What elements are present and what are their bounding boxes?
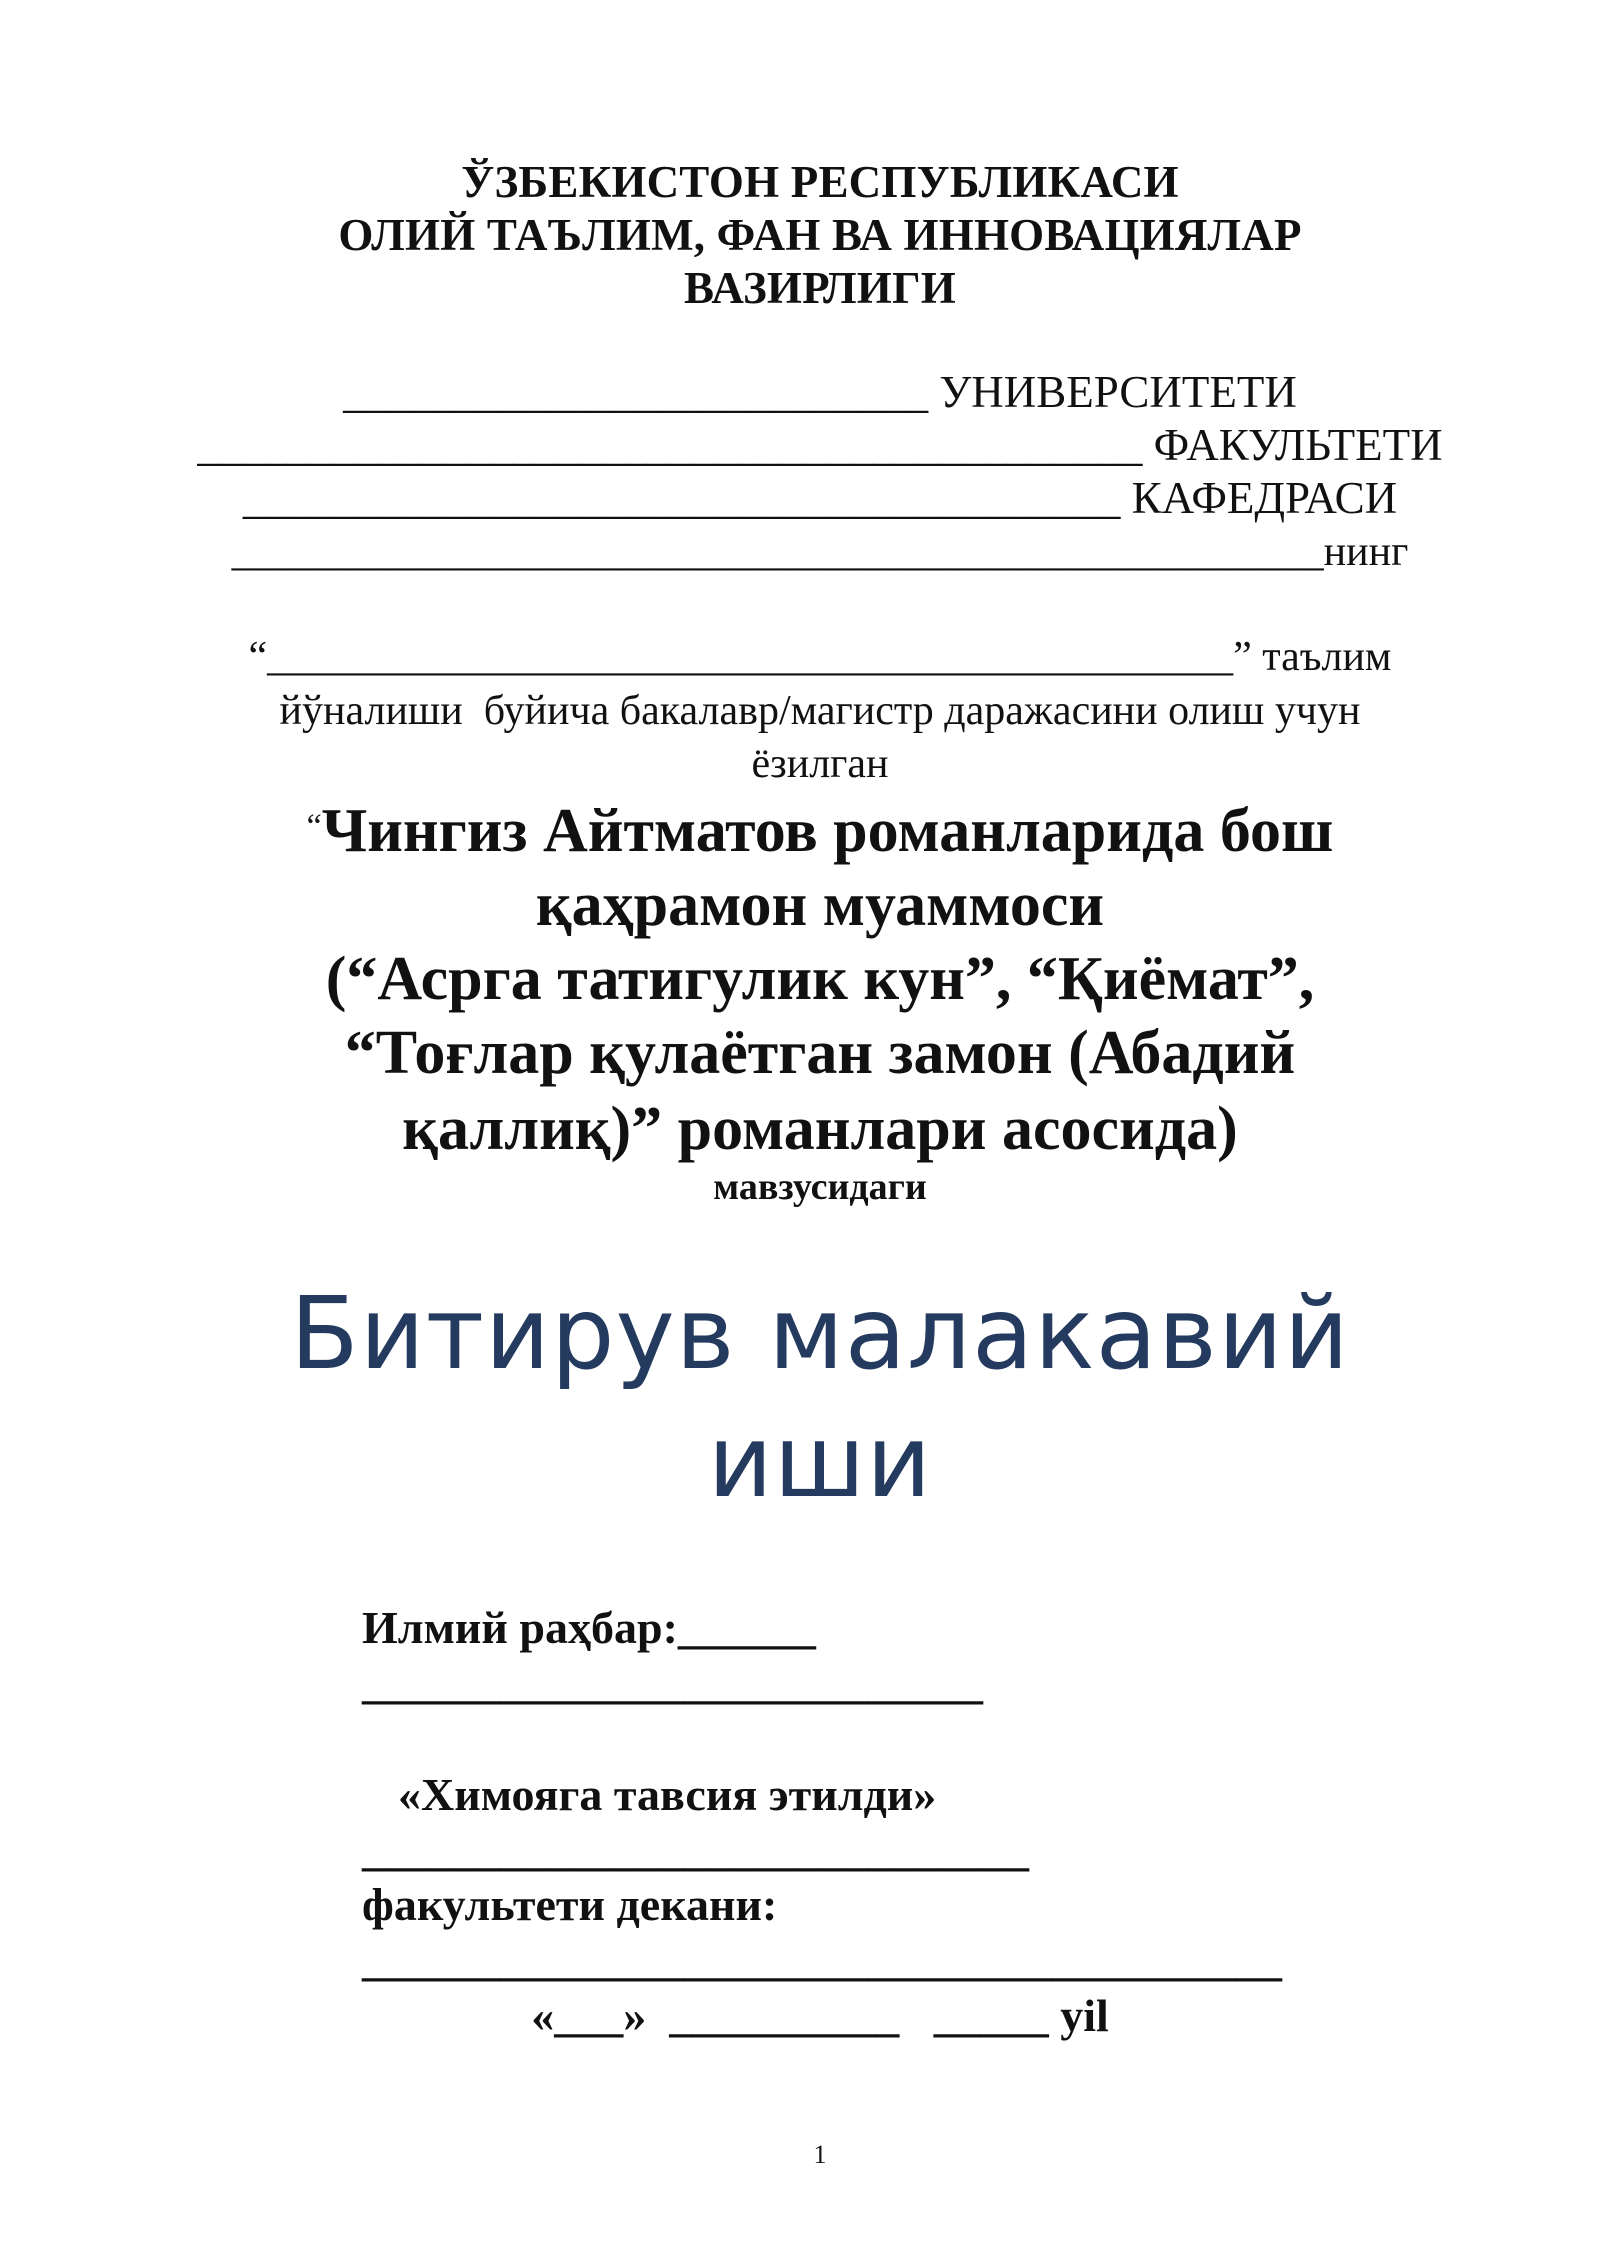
- recommended-label: «Химояга тавсия этилди»: [398, 1769, 937, 1820]
- thesis-title-line-2: қаҳрамон муаммоси: [535, 871, 1105, 939]
- thesis-title-line-4: “Тоғлар қулаётган замон (Абадий: [344, 1019, 1296, 1087]
- dean-label: факультети декани:: [362, 1879, 778, 1930]
- university-line: __________________________ УНИВЕРСИТЕТИ: [343, 367, 1297, 417]
- supervisor-label: Илмий раҳбар:______: [362, 1602, 816, 1653]
- work-type-line-2: иши: [707, 1403, 933, 1520]
- thesis-title-line-1-text: Чингиз Айтматов романларида бош: [321, 797, 1334, 865]
- work-type-line-1: Битирув малакавий: [290, 1275, 1350, 1392]
- ministry-line-2: ОЛИЙ ТАЪЛИМ, ФАН ВА ИННОВАЦИЯЛАР: [338, 210, 1302, 260]
- dean-signature-line: ________________________________________: [362, 1934, 1282, 1985]
- thesis-title-open-quote: “: [306, 808, 322, 845]
- student-line: ____________________________________________________нинг: [231, 529, 1409, 575]
- written-line: ёзилган: [751, 741, 889, 787]
- thesis-title-line-3: (“Асрга татигулик кун”, “Қиёмат”,: [325, 945, 1315, 1013]
- subject-note: мавзусидаги: [713, 1166, 927, 1208]
- ministry-line-3: ВАЗИРЛИГИ: [683, 263, 957, 313]
- faculty-line: __________________________________________ ФАКУЛЬТЕТИ: [197, 420, 1443, 470]
- ministry-line-1: ЎЗБЕКИСТОН РЕСПУБЛИКАСИ: [461, 157, 1179, 207]
- thesis-title-line-1: [0, 797, 1600, 865]
- direction-line: “______________________________________________” таълим: [248, 634, 1392, 680]
- page-number: 1: [813, 2140, 827, 2169]
- recommended-signature-line: _____________________________: [362, 1824, 1029, 1875]
- degree-line: йўналиши буйича бакалавр/магистр даражасини олиш учун: [279, 688, 1361, 734]
- thesis-title-line-5: қаллиқ)” романлари асосида): [402, 1095, 1238, 1163]
- supervisor-signature-line: ___________________________: [362, 1657, 983, 1708]
- department-line: _______________________________________ КАФЕДРАСИ: [242, 473, 1398, 523]
- date-line: «___» __________ _____ yil: [531, 1990, 1109, 2041]
